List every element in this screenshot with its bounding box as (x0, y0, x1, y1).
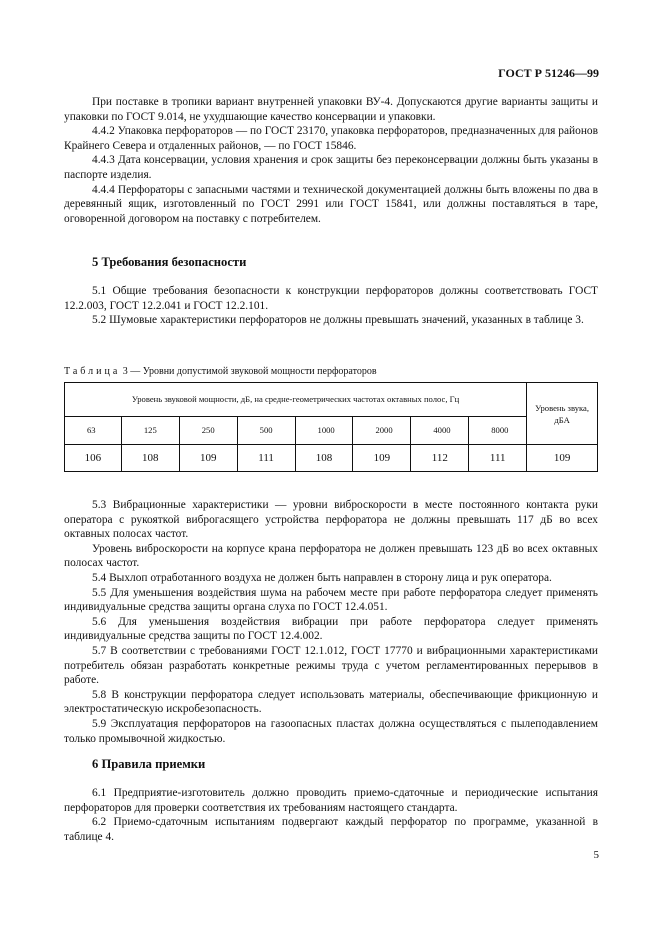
table-value: 109 (527, 445, 598, 472)
table-value: 109 (179, 445, 237, 472)
table-freq: 1000 (295, 417, 353, 445)
table-value: 111 (237, 445, 295, 472)
paragraph: 5.4 Выхлоп отработанного воздуха не должен быть направлен в сторону лица и рук оператора. (92, 571, 552, 584)
table-freq: 500 (237, 417, 295, 445)
table-header-level: Уровень звука, дБА (527, 383, 598, 445)
paragraph: 4.4.3 Дата консервации, условия хранения и срок защиты без переконсервации должны быть указаны в паспорте изделия. (64, 154, 598, 181)
table-caption-word: Таблица (64, 366, 121, 377)
table-freq: 63 (65, 417, 122, 445)
table-freq: 4000 (411, 417, 469, 445)
packaging-paragraphs (64, 95, 598, 226)
section-6-title: 6 Правила приемки (92, 757, 206, 771)
paragraph: 5.7 В соответствии с требованиями ГОСТ 12.1.012, ГОСТ 17770 и вибрационными характеристиками потребитель обязан разработать конкретные режимы труда с учетом регламентированных перерывов в работе. (64, 644, 598, 687)
table-value: 111 (469, 445, 527, 472)
paragraph: 5.1 Общие требования безопасности к конструкции перфораторов должны соответствовать ГОСТ 12.2.003, ГОСТ 12.2.041 и ГОСТ 12.2.101. (64, 285, 598, 312)
table-value: 108 (121, 445, 179, 472)
paragraph: При поставке в тропики вариант внутренней упаковки ВУ-4. Допускаются другие варианты защиты и упаковки по ГОСТ 9.014, не ухудшающие качество консервации и упаковки. (64, 96, 598, 123)
table-caption (64, 365, 377, 380)
table-value: 109 (353, 445, 411, 472)
document-header: ГОСТ Р 51246—99 (498, 66, 599, 80)
paragraph: 6.1 Предприятие-изготовитель должно проводить приемо-сдаточные и периодические испытания перфораторов для проверки соответствия их требованиям настоящего стандарта. (64, 787, 598, 814)
paragraph: 4.4.2 Упаковка перфораторов — по ГОСТ 23170, упаковка перфораторов, предназначенных для районов Крайнего Севера и отдаленных районов, — по ГОСТ 15846. (64, 125, 598, 152)
paragraph: Уровень виброскорости на корпусе крана перфоратора не должен превышать 123 дБ во всех октавных полосах частот. (64, 542, 598, 570)
paragraph: 5.5 Для уменьшения воздействия шума на рабочем месте при работе перфоратора следует применять индивидуальные средства защиты органа слуха по ГОСТ 12.4.051. (64, 586, 598, 614)
table-header-main: Уровень звуковой мощности, дБ, на средне-геометрических частотах октавных полос, Гц (65, 383, 527, 417)
paragraph: 6.2 Приемо-сдаточным испытаниям подвергают каждый перфоратор по программе, указанной в таблице 4. (64, 816, 598, 843)
table-value: 112 (411, 445, 469, 472)
paragraph: 4.4.4 Перфораторы с запасными частями и технической документацией должны быть вложены по два в деревянный ящик, изготовленный по ГОСТ 2991 или ГОСТ 15841, или должны поставляться в таре, оговоренной договором на поставку с потребителем. (64, 183, 598, 225)
section-5-title: 5 Требования безопасности (92, 255, 247, 269)
table-caption-text: 3 — Уровни допустимой звуковой мощности перфораторов (122, 366, 377, 377)
paragraph: 5.3 Вибрационные характеристики — уровни виброскорости в месте постоянного контакта руки оператора с рукояткой виброгасящего устройства перфоратора не должны превышать 117 дБ во всех октавных полосах частот. (64, 499, 598, 541)
paragraph: 5.2 Шумовые характеристики перфораторов не должны превышать значений, указанных в таблице 3. (92, 314, 584, 327)
page-number: 5 (593, 849, 599, 861)
table-freq: 250 (179, 417, 237, 445)
table-freq: 2000 (353, 417, 411, 445)
table-value: 108 (295, 445, 353, 472)
noise-table (64, 382, 598, 472)
table-value: 106 (65, 445, 122, 472)
table-freq: 8000 (469, 417, 527, 445)
paragraph: 5.9 Эксплуатация перфораторов на газоопасных пластах должна осуществляться с пылеподавлением только промывочной жидкостью. (64, 717, 598, 745)
table-freq: 125 (121, 417, 179, 445)
acceptance-paragraphs (64, 786, 598, 844)
safety-paragraphs (64, 284, 598, 328)
paragraph: 5.8 В конструкции перфоратора следует использовать материалы, обеспечивающие фрикционную и электростатическую искробезопасность. (64, 688, 598, 716)
paragraph: 5.6 Для уменьшения воздействия вибрации при работе перфоратора следует применять индивидуальные средства защиты по ГОСТ 12.4.002. (64, 615, 598, 643)
vibration-paragraphs (64, 498, 598, 746)
